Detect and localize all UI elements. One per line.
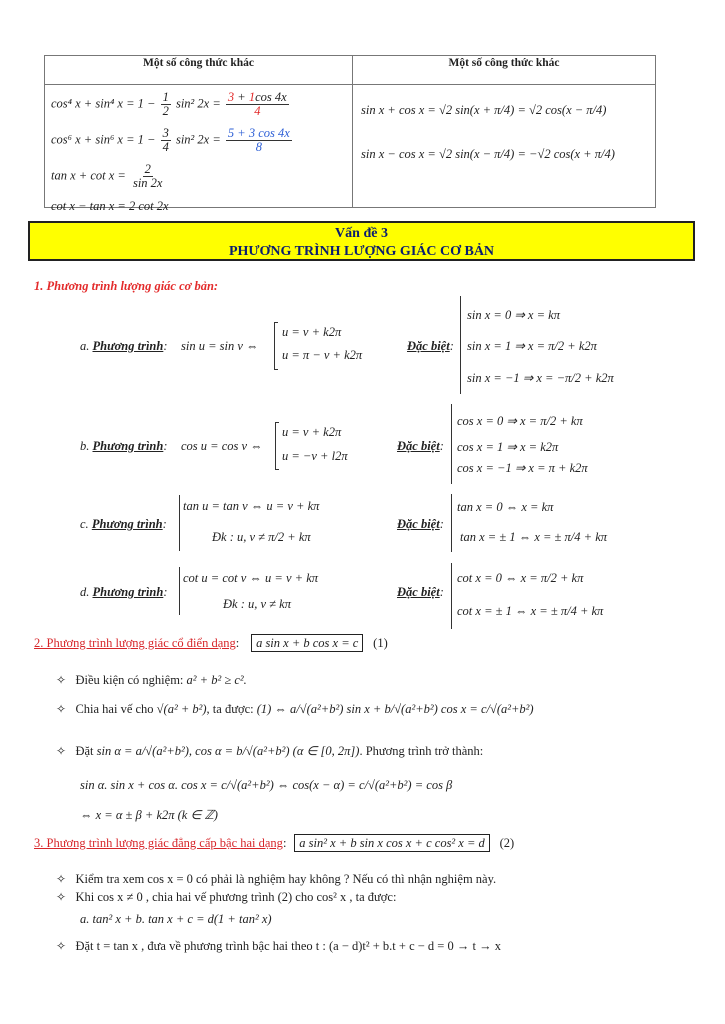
- item-c-special-label: Đặc biệt:: [397, 517, 444, 531]
- item-a-special-label: Đặc biệt:: [407, 339, 454, 353]
- diamond-bullet-icon: ✧: [56, 872, 67, 886]
- table-header-left: Một số công thức khác: [45, 56, 353, 85]
- item-b-special-3: cos x = −1 ⇒ x = π + k2π: [457, 461, 588, 475]
- section-3-title-row: 3. Phương trình lượng giác đẳng cấp bậc hai dạng: a sin² x + b sin x cos x + c cos² x = d (2): [34, 836, 515, 850]
- s3-bullet-3: ✧ Đặt t = tan x , đưa về phương trình bậc hai theo t : (a − d)t² + b.t + c − d = 0 → t → x: [56, 939, 501, 953]
- item-d-line-2: Đk : u, v ≠ kπ: [223, 597, 291, 611]
- banner-line-2: PHƯƠNG TRÌNH LƯỢNG GIÁC CƠ BẢN: [228, 244, 495, 259]
- item-a-special-2: sin x = 1 ⇒ x = π/2 + k2π: [467, 339, 597, 353]
- section-3-boxed-equation: a sin² x + b sin x cos x + c cos² x = d: [294, 834, 490, 852]
- s2-line-5: ⇔ x = α ± β + k2π (k ∈ ℤ): [80, 808, 218, 822]
- item-b-equation: cos u = cos v ⇔: [181, 439, 263, 453]
- s2-bullet-3: ✧ Đặt sin α = a/√(a²+b²), cos α = b/√(a²+b²) (α ∈ [0, 2π]). Phương trình trở thành:: [56, 744, 484, 758]
- item-b-label: b. Phương trình:: [80, 439, 168, 453]
- item-a-special-1: sin x = 0 ⇒ x = kπ: [467, 308, 560, 322]
- item-b-case-1: u = v + k2π: [282, 425, 342, 439]
- s2-line-4: sin α. sin x + cos α. cos x = c/√(a²+b²) ⇔ cos(x − α) = c/√(a²+b²) = cos β: [80, 778, 453, 792]
- item-a-case-1: u = v + k2π: [282, 325, 342, 339]
- section-3-tag: (2): [499, 836, 515, 850]
- item-d-line-1: cot u = cot v ⇔ u = v + kπ: [183, 571, 319, 585]
- section-2-title-row: 2. Phương trình lượng giác cổ điển dạng: a sin x + b cos x = c (1): [34, 636, 388, 650]
- item-a-equation: sin u = sin v ⇔: [181, 339, 259, 353]
- item-c-special-2: tan x = ± 1 ⇔ x = ± π/4 + kπ: [460, 530, 608, 544]
- item-a-case-2: u = π − v + k2π: [282, 348, 363, 362]
- diamond-bullet-icon: ✧: [56, 702, 67, 716]
- table-header-right: Một số công thức khác: [353, 56, 656, 85]
- item-b-special-1: cos x = 0 ⇒ x = π/2 + kπ: [457, 414, 583, 428]
- item-b-special-2: cos x = 1 ⇒ x = k2π: [457, 440, 559, 454]
- formula-table: [44, 55, 656, 213]
- diamond-bullet-icon: ✧: [56, 939, 67, 953]
- left-row-2: cos⁶ x + sin⁶ x = 1 − $\frac{3}{4}$ sin² 2x = $\frac{5 + 3 \cos 4x}{8}$: [51, 126, 290, 155]
- item-a-special-3: sin x = −1 ⇒ x = −π/2 + k2π: [467, 371, 614, 385]
- item-c-label: c. Phương trình:: [80, 517, 167, 531]
- right-row-1: sin x + cos x = √2 sin(x + π/4) = √2 cos(x − π/4): [361, 103, 607, 117]
- s2-bullet-2: ✧ Chia hai vế cho √(a² + b²), ta được: (1) ⇔ a/√(a²+b²) sin x + b/√(a²+b²) cos x = c/√(a²+b²): [56, 702, 534, 716]
- item-a-label: a. Phương trình:: [80, 339, 168, 353]
- diamond-bullet-icon: ✧: [56, 890, 67, 904]
- item-c-special-brace: [451, 494, 452, 552]
- left-row-3: tan x + cot x = $\frac{2}{\sin 2x}$: [51, 162, 163, 191]
- item-c-special-1: tan x = 0 ⇔ x = kπ: [457, 500, 554, 514]
- s3-bullet-2: ✧ Khi cos x ≠ 0 , chia hai vế phương trình (2) cho cos² x , ta được:: [56, 890, 397, 904]
- right-row-2: sin x − cos x = √2 sin(x − π/4) = −√2 cos(x + π/4): [361, 147, 615, 161]
- item-b-case-2: u = −v + l2π: [282, 449, 348, 463]
- item-d-label: d. Phương trình:: [80, 585, 168, 599]
- left-row-1: cos⁴ x + sin⁴ x = 1 − $\frac{1}{2}$ sin² 2x = $\frac{3 + 1\cos 4x}{4}$: [51, 90, 287, 119]
- item-c-line-2: Đk : u, v ≠ π/2 + kπ: [212, 530, 311, 544]
- s3-line-math: a. tan² x + b. tan x + c = d(1 + tan² x): [80, 912, 272, 926]
- item-c-bar: [179, 495, 180, 551]
- section-3-title: 3. Phương trình lượng giác đẳng cấp bậc hai dạng: [34, 836, 283, 850]
- item-b-special-label: Đặc biệt:: [397, 439, 444, 453]
- section-2-title: 2. Phương trình lượng giác cổ điển dạng: [34, 636, 236, 650]
- s2-bullet-1: ✧ Điều kiện có nghiệm: a² + b² ≥ c².: [56, 673, 247, 687]
- item-d-special-brace: [451, 563, 452, 629]
- item-d-special-label: Đặc biệt:: [397, 585, 444, 599]
- item-a-special-brace: [460, 296, 461, 394]
- diamond-bullet-icon: ✧: [56, 744, 67, 758]
- item-b-bracket: [275, 422, 279, 470]
- banner-line-1: Vấn đề 3: [335, 226, 388, 241]
- item-d-bar: [179, 567, 180, 615]
- table-cell-left: [45, 85, 353, 213]
- section-1-title: 1. Phương trình lượng giác cơ bản:: [34, 279, 219, 293]
- section-2-boxed-equation: a sin x + b cos x = c: [251, 634, 363, 652]
- item-c-line-1: tan u = tan v ⇔ u = v + kπ: [183, 499, 320, 513]
- table-cell-right: [353, 85, 656, 208]
- item-b-special-brace: [451, 404, 452, 484]
- item-d-special-1: cot x = 0 ⇔ x = π/2 + kπ: [457, 571, 584, 585]
- section-2-tag: (1): [373, 636, 388, 650]
- diamond-bullet-icon: ✧: [56, 673, 67, 687]
- chapter-banner: [28, 221, 695, 261]
- item-d-special-2: cot x = ± 1 ⇔ x = ± π/4 + kπ: [457, 604, 604, 618]
- item-a-bracket: [274, 322, 278, 370]
- s3-bullet-1: ✧ Kiểm tra xem cos x = 0 có phải là nghiệm hay không ? Nếu có thì nhận nghiệm này.: [56, 872, 497, 886]
- left-row-4: cot x − tan x = 2 cot 2x: [51, 199, 169, 213]
